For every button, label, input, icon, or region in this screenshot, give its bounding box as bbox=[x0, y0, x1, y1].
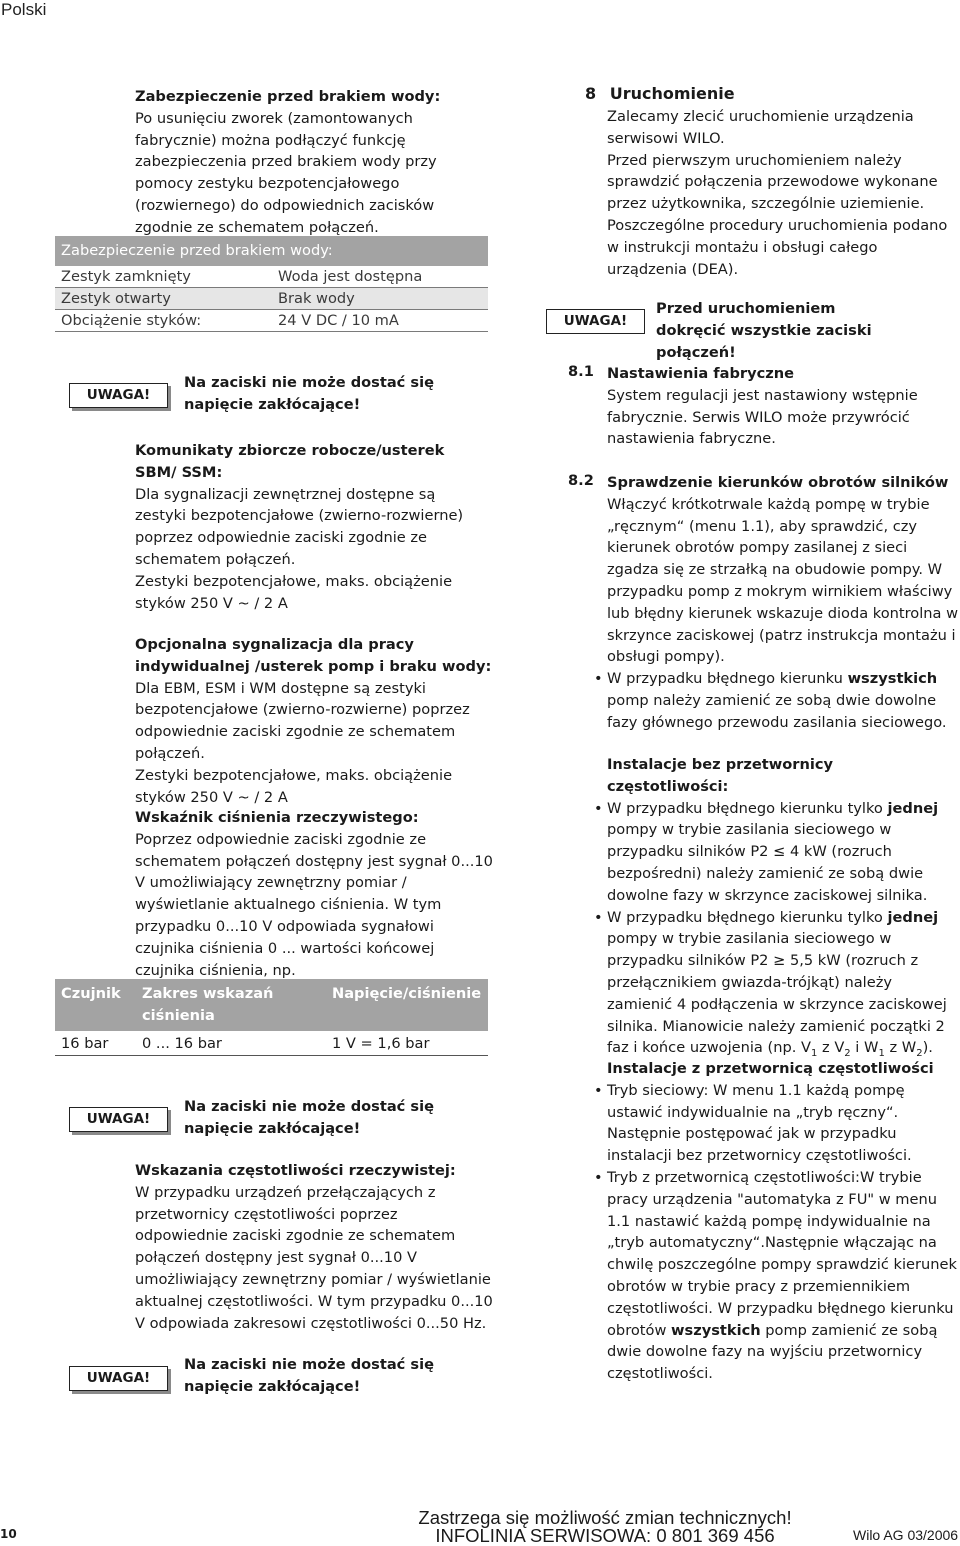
sbm-body: Dla sygnalizacji zewnętrznej dostępne są zestyki bezpotencjałowe (zwierno-rozwierne) poprzez odpowiednie zaciski zgodnie ze schematem połączeń. bbox=[135, 485, 464, 568]
section-number: 8.1 bbox=[568, 363, 594, 380]
section-title: Sprawdzenie kierunków obrotów silników bbox=[607, 474, 949, 491]
table-cell: 1 V = 1,6 bar bbox=[332, 1035, 430, 1052]
footer-company: Wilo AG 03/2006 bbox=[853, 1527, 959, 1543]
section-8-heading bbox=[585, 84, 735, 103]
sbm-rating: Zestyki bezpotencjałowe, maks. obciążenie styków 250 V ~ / 2 A bbox=[135, 572, 453, 612]
list-item: • W przypadku błędnego kierunku tylko jednej pompy w trybie zasilania sieciowego w przypadku silników P2 ≤ 4 kW (rozruch bezpośredni) należy zamienić ze sobą dwie dowolne fazy w skrzynce zaciskowej silnika. bbox=[607, 798, 959, 907]
bullet-list bbox=[607, 798, 959, 1065]
table-header: Zabezpieczenie przed brakiem wody: bbox=[55, 236, 488, 266]
table-header-cell: Czujnik bbox=[61, 985, 121, 1002]
section-number: 8 bbox=[585, 84, 597, 103]
paragraph: Włączyć krótkotrwale każdą pompę w trybie „ręcznym“ (menu 1.1), aby sprawdzić, czy kierunek obrotów pompy zasilanej z sieci zgadza się ze strzałką na obudowie pompy. W przypadku pomp z mokrym wirnikiem właściwy lub błędny kierunek wskazuje dioda kontrolna w skrzynce zaciskowej (patrz instrukcja montażu i obsługi pompy). bbox=[607, 495, 959, 666]
section-title: Instalacje z przetwornicą częstotliwości bbox=[607, 1060, 934, 1077]
optional-rating: Zestyki bezpotencjałowe, maks. obciążenie styków 250 V ~ / 2 A bbox=[135, 766, 453, 806]
sbm-title: Komunikaty zbiorcze robocze/usterek SBM/ SSM: bbox=[135, 442, 445, 481]
paragraph: Zalecamy zlecić uruchomienie urządzenia serwisowi WILO. bbox=[607, 108, 914, 147]
bullet-list bbox=[607, 1080, 959, 1385]
paragraph: System regulacji jest nastawiony wstępnie fabrycznie. Serwis WILO może przywrócić nastawienia fabryczne. bbox=[607, 386, 918, 448]
water-protection-table bbox=[55, 236, 488, 332]
frequency-title: Wskazania częstotliwości rzeczywistej: bbox=[135, 1162, 456, 1179]
warning-badge: UWAGA! bbox=[69, 383, 168, 408]
sbm-section bbox=[135, 440, 485, 614]
warning-text: Na zaciski nie może dostać się napięcie zakłócające! bbox=[184, 1098, 434, 1137]
table-cell: Brak wody bbox=[278, 290, 355, 307]
section-title: Instalacje bez przetwornicy częstotliwości: bbox=[607, 756, 834, 795]
pressure-section bbox=[135, 807, 495, 981]
table-row bbox=[55, 1033, 488, 1056]
page-number: 10 bbox=[0, 1527, 17, 1541]
water-protection-body: Po usunięciu zworek (zamontowanych fabrycznie) można podłączyć funkcję zabezpieczenia przed brakiem wody przy pomocy zestyku bezpotencjałowego (rozwiernego) do odpowiednich zacisków zgodnie ze schematem połączeń. bbox=[135, 109, 437, 236]
table-row bbox=[55, 310, 488, 332]
list-item: • Tryb z przetwornicą częstotliwości:W trybie pracy urządzenia "automatyka z FU" w menu 1.1 nastawić każdą pompę indywidualnie na „tryb automatyczny“.Następnie włączając na chwilę poszczególne pompy sprawdzić kierunek obrotów w trybie pracy z przemiennikiem częstotliwości. W przypadku błędnego kierunku obrotów wszystkich pomp zamienić ze sobą dwie dowolne fazy na wyjściu przetwornicy częstotliwości. bbox=[607, 1167, 959, 1385]
section-8-2 bbox=[607, 472, 959, 734]
water-protection-title: Zabezpieczenie przed brakiem wody: bbox=[135, 88, 441, 105]
table-cell: Woda jest dostępna bbox=[278, 268, 423, 285]
footer-hotline: INFOLINIA SERWISOWA: 0 801 369 456 bbox=[435, 1525, 775, 1546]
warning-badge: UWAGA! bbox=[69, 1107, 168, 1132]
list-item: • Tryb sieciowy: W menu 1.1 każdą pompę ustawić indywidualnie na „tryb ręczny“. Następnie postępować jak w przypadku instalacji bez przetwornicy częstotliwości. bbox=[607, 1080, 959, 1167]
warning-text: Na zaciski nie może dostać się napięcie zakłócające! bbox=[184, 374, 434, 413]
table-header-cell: Zakres wskazań ciśnienia bbox=[142, 985, 274, 1024]
warning-badge: UWAGA! bbox=[546, 309, 645, 334]
footer-note: Zastrzega się możliwość zmian technicznych! bbox=[418, 1507, 792, 1528]
table-cell: Zestyk zamknięty bbox=[61, 268, 191, 285]
paragraph: Przed pierwszym uruchomieniem należy sprawdzić połączenia przewodowe wykonane przez użytkownika, szczególnie uziemienie. bbox=[607, 151, 938, 213]
table-cell: 0 ... 16 bar bbox=[142, 1035, 222, 1052]
section-8-body bbox=[607, 106, 959, 280]
table-cell: 24 V DC / 10 mA bbox=[278, 312, 399, 329]
frequency-section bbox=[135, 1160, 495, 1334]
warning-text: Przed uruchomieniem dokręcić wszystkie zaciski połączeń! bbox=[656, 300, 872, 361]
section-title: Nastawienia fabryczne bbox=[607, 365, 795, 382]
language-label: Polski bbox=[1, 0, 47, 19]
section-number: 8.2 bbox=[568, 472, 594, 489]
table-row bbox=[55, 266, 488, 288]
section-title: Uruchomienie bbox=[609, 84, 735, 103]
warning-text: Na zaciski nie może dostać się napięcie zakłócające! bbox=[184, 1356, 434, 1395]
table-cell: 16 bar bbox=[61, 1035, 109, 1052]
paragraph: Poszczególne procedury uruchomienia podano w instrukcji montażu i obsługi całego urządzenia (DEA). bbox=[607, 216, 948, 278]
optional-body: Dla EBM, ESM i WM dostępne są zestyki bezpotencjałowe (zwierno-rozwierne) poprzez odpowiednie zaciski zgodnie ze schematem połączeń. bbox=[135, 679, 470, 762]
table-header bbox=[55, 979, 488, 1031]
pressure-body: Poprzez odpowiednie zaciski zgodnie ze schematem połączeń dostępny jest sygnał 0...10 V umożliwiający zewnętrzny pomiar / wyświetlanie aktualnego ciśnienia. W tym przypadku 0...10 V odpowiada sygnałowi czujnika ciśnienia 0 ... wartości końcowej czujnika ciśnienia, np. bbox=[135, 830, 493, 979]
pressure-table bbox=[55, 979, 488, 1056]
section-8-1 bbox=[607, 363, 959, 450]
list-item: • W przypadku błędnego kierunku tylko jednej pompy w trybie zasilania sieciowego w przypadku silników P2 ≥ 5,5 kW (rozruch z przełącznikiem gwiazda-trójkąt) należy zamienić 4 podłączenia w skrzynce zaciskowej silnika. Mianowicie należy zamienić początki 2 faz i końce uzwojenia (np. $V_1$ z $V_2$ i $W_1$ z $W_2$). bbox=[607, 907, 959, 1065]
pressure-title: Wskaźnik ciśnienia rzeczywistego: bbox=[135, 809, 419, 826]
table-cell: Obciążenie styków: bbox=[61, 312, 202, 329]
water-protection-section bbox=[135, 86, 495, 239]
optional-section bbox=[135, 634, 495, 808]
table-cell: Zestyk otwarty bbox=[61, 290, 171, 307]
no-fc-section bbox=[607, 754, 959, 1065]
optional-title: Opcjonalna sygnalizacja dla pracy indywidualnej /usterek pomp i braku wody: bbox=[135, 636, 492, 675]
frequency-body: W przypadku urządzeń przełączających z przetwornicy częstotliwości poprzez odpowiednie zaciski zgodnie ze schematem połączeń dostępny jest sygnał 0...10 V umożliwiający zewnętrzny pomiar / wyświetlanie aktualnej częstotliwości. W tym przypadku 0...10 V odpowiada zakresowi częstotliwości 0...50 Hz. bbox=[135, 1183, 493, 1332]
table-row bbox=[55, 288, 488, 310]
table-header-cell: Napięcie/ciśnienie bbox=[332, 985, 482, 1002]
with-fc-section bbox=[607, 1058, 959, 1385]
warning-badge: UWAGA! bbox=[69, 1366, 168, 1391]
list-item: • W przypadku błędnego kierunku wszystkich pomp należy zamienić ze sobą dwie dowolne fazy głównego przewodu zasilania sieciowego. bbox=[607, 668, 959, 733]
bullet-list bbox=[607, 668, 959, 733]
